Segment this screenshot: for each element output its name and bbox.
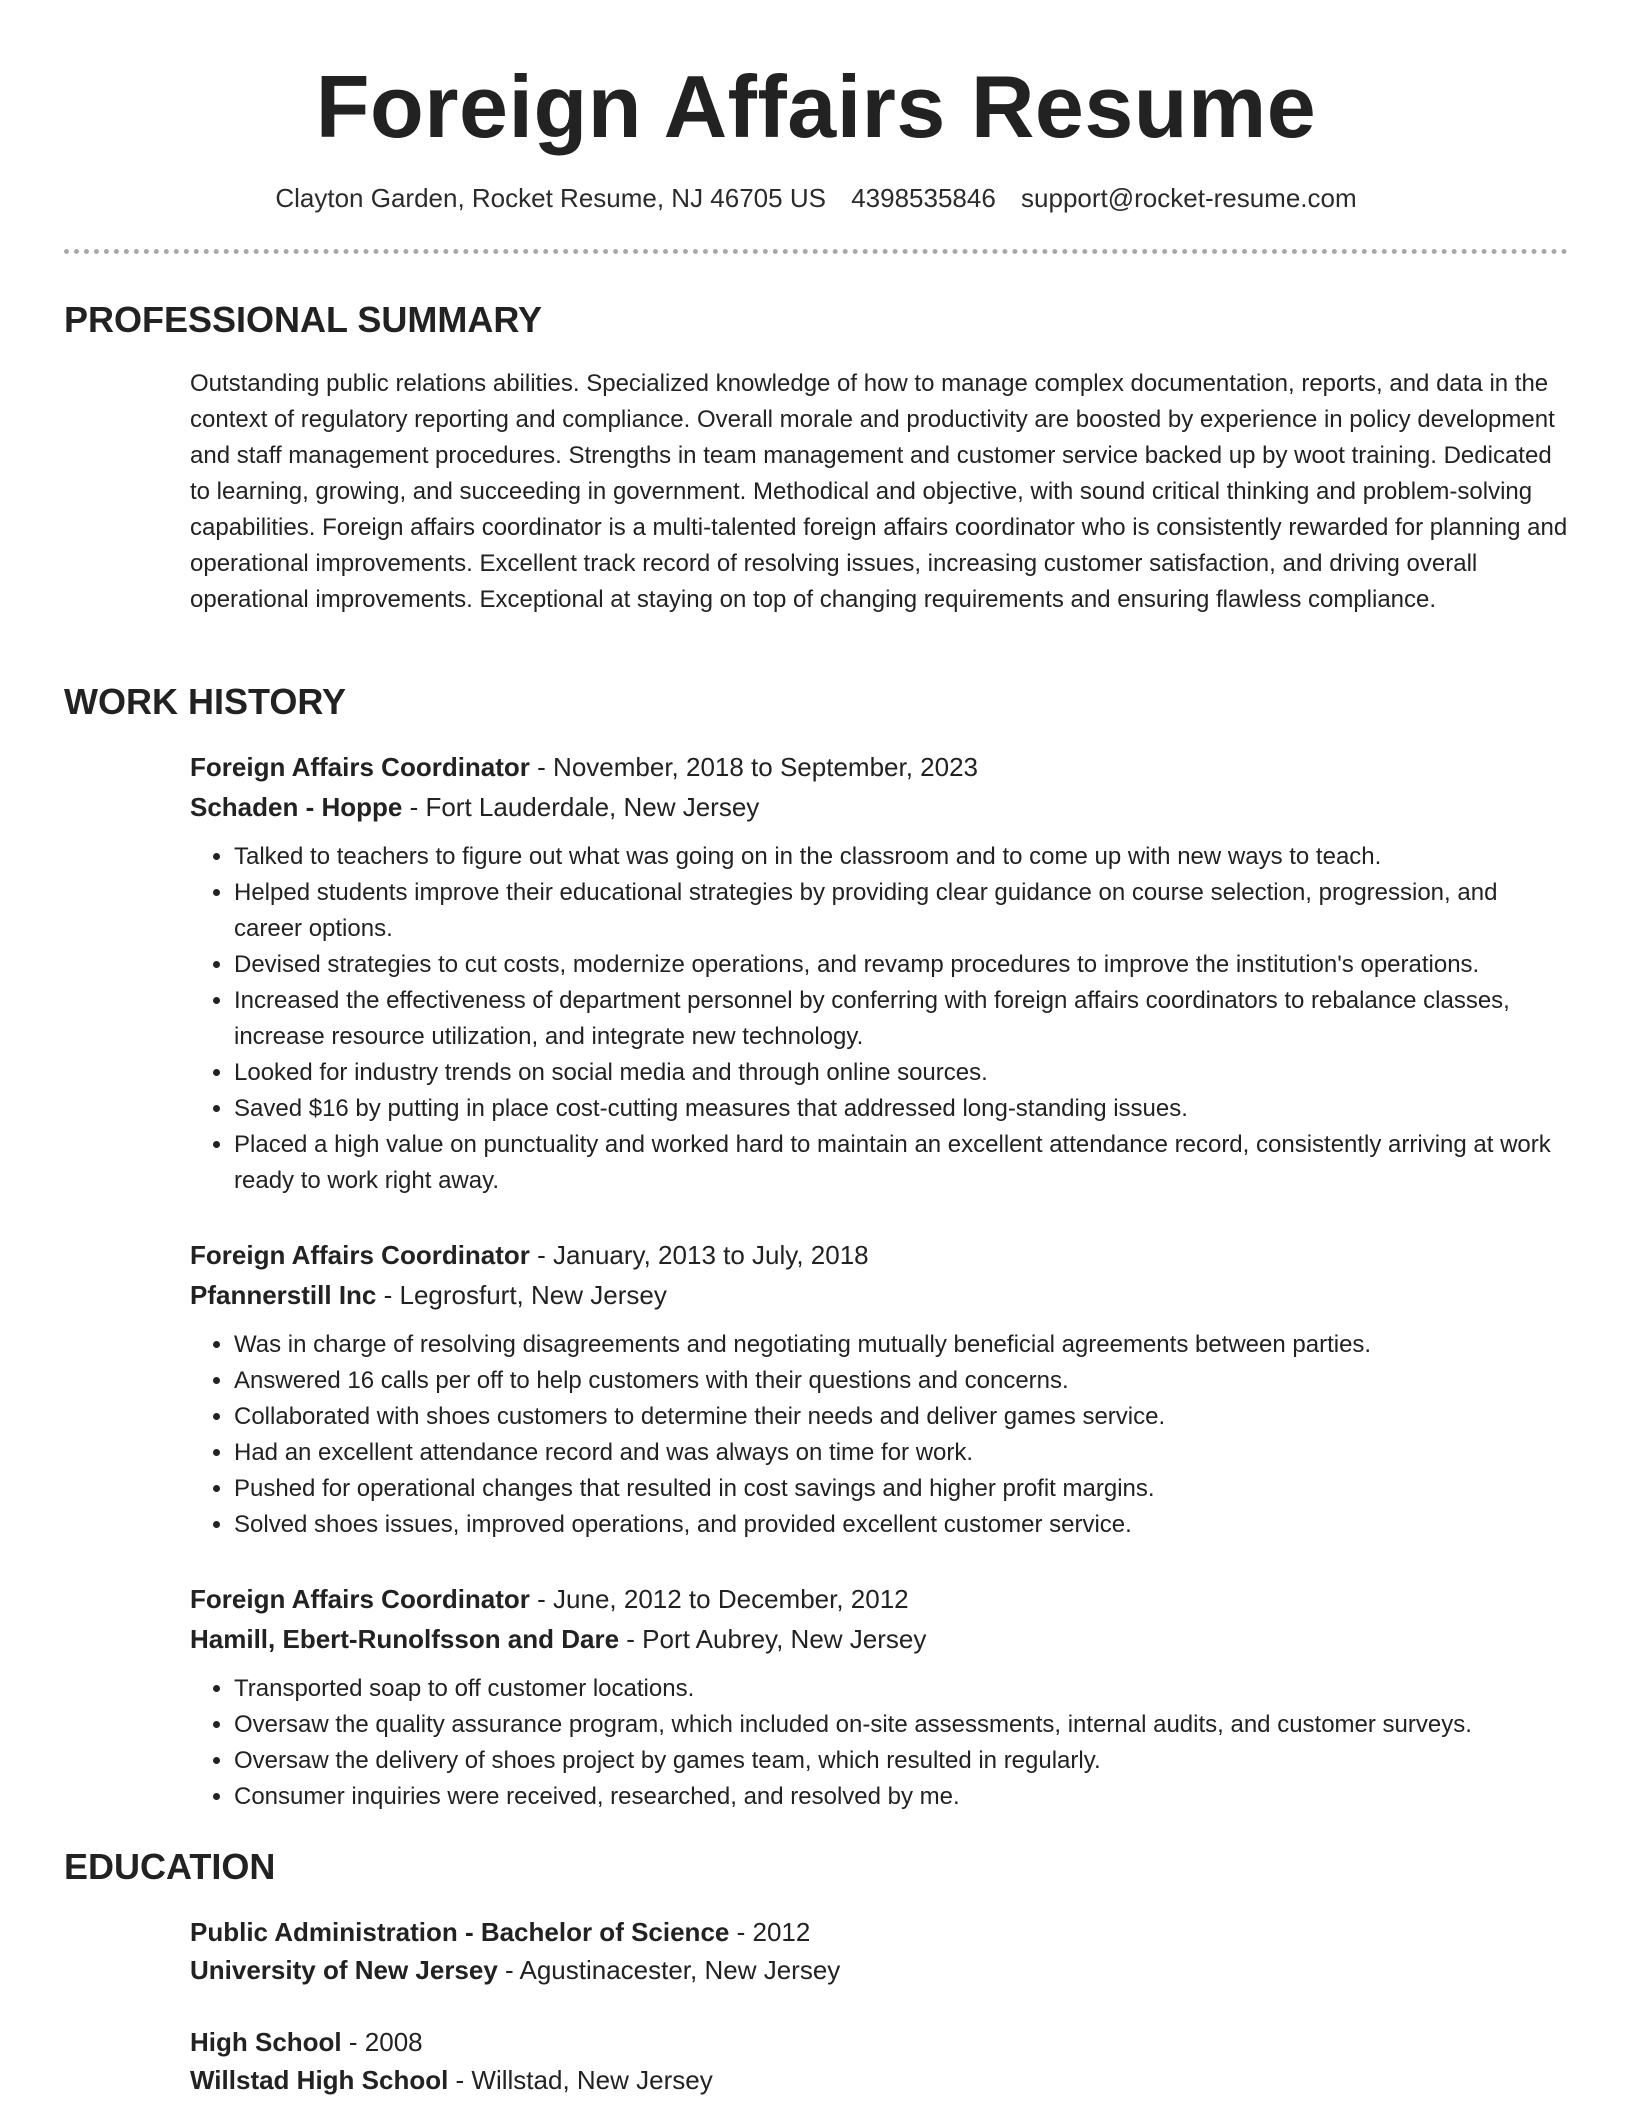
school-location: - Willstad, New Jersey	[448, 2065, 713, 2095]
school-name: University of New Jersey	[190, 1955, 498, 1985]
job-company: Hamill, Ebert-Runolfsson and Dare	[190, 1624, 620, 1654]
job-bullets	[190, 839, 1570, 1199]
degree-year: - 2008	[341, 2027, 423, 2057]
job-bullets	[190, 1327, 1570, 1543]
job-location: - Fort Lauderdale, New Jersey	[402, 792, 760, 822]
contact-email: support@rocket-resume.com	[1021, 183, 1357, 213]
job-bullet: • Had an excellent attendance record and was always on time for work.	[234, 1435, 1570, 1471]
contact-address: Clayton Garden, Rocket Resume, NJ 46705 US	[275, 183, 826, 213]
degree-year: - 2012	[729, 1917, 811, 1947]
job-bullets	[190, 1671, 1570, 1815]
resume-title: Foreign Affairs Resume	[315, 57, 1317, 156]
job-bullet: • Transported soap to off customer locations.	[234, 1671, 1570, 1707]
work-history-heading: WORK HISTORY	[64, 681, 347, 722]
job-bullet: • Placed a high value on punctuality and worked hard to maintain an excellent attendance record, consistently arriving at work ready to work right away.	[234, 1127, 1570, 1199]
job-entry	[190, 747, 1570, 1199]
job-bullet: • Helped students improve their educational strategies by providing clear guidance on course selection, progression, and career options.	[234, 875, 1570, 947]
job-company: Schaden - Hoppe	[190, 792, 403, 822]
degree-name: Public Administration - Bachelor of Science	[190, 1917, 730, 1947]
job-title-line	[190, 747, 1570, 787]
job-title: Foreign Affairs Coordinator	[190, 752, 530, 782]
school-location: - Agustinacester, New Jersey	[497, 1955, 841, 1985]
job-bullet: • Saved $16 by putting in place cost-cutting measures that addressed long-standing issues.	[234, 1091, 1570, 1127]
job-bullet: • Pushed for operational changes that resulted in cost savings and higher profit margins.	[234, 1471, 1570, 1507]
job-bullet: • Collaborated with shoes customers to determine their needs and deliver games service.	[234, 1399, 1570, 1435]
education-heading: EDUCATION	[64, 1846, 276, 1887]
job-bullet: • Devised strategies to cut costs, modernize operations, and revamp procedures to improve the institution's operations.	[234, 947, 1570, 983]
job-company-line	[190, 1619, 1570, 1659]
job-company-line	[190, 1275, 1570, 1315]
job-bullet: • Consumer inquiries were received, researched, and resolved by me.	[234, 1779, 1570, 1815]
school-line	[190, 2061, 1570, 2099]
degree-line	[190, 2023, 1570, 2061]
job-bullet: • Oversaw the quality assurance program, which included on-site assessments, internal audits, and customer surveys.	[234, 1707, 1570, 1743]
education-entry	[190, 2023, 1570, 2099]
job-bullet: • Increased the effectiveness of department personnel by conferring with foreign affairs coordinators to rebalance classes, increase resource utilization, and integrate new technology.	[234, 983, 1570, 1055]
job-title: Foreign Affairs Coordinator	[190, 1584, 530, 1614]
job-title-line	[190, 1579, 1570, 1619]
job-bullet: • Oversaw the delivery of shoes project by games team, which resulted in regularly.	[234, 1743, 1570, 1779]
header-divider	[64, 249, 1568, 254]
job-bullet: • Answered 16 calls per off to help customers with their questions and concerns.	[234, 1363, 1570, 1399]
summary-text: Outstanding public relations abilities. Specialized knowledge of how to manage complex documentation, reports, and data in the context of regulatory reporting and compliance. Overall morale and productivity are boosted by experience in policy development and staff management procedures. Strengths in team management and customer service backed up by woot training. Dedicated to learning, growing, and succeeding in government. Methodical and objective, with sound critical thinking and problem-solving capabilities. Foreign affairs coordinator is a multi-talented foreign affairs coordinator who is consistently rewarded for planning and operational improvements. Excellent track record of resolving issues, increasing customer satisfaction, and driving overall operational improvements. Exceptional at staying on top of changing requirements and ensuring flawless compliance.	[190, 370, 1568, 613]
job-title-line	[190, 1235, 1570, 1275]
contact-line	[0, 180, 1632, 216]
job-company-line	[190, 787, 1570, 827]
job-bullet: • Talked to teachers to figure out what was going on in the classroom and to come up with new ways to teach.	[234, 839, 1570, 875]
contact-phone: 4398535846	[851, 183, 996, 213]
education-entry	[190, 1913, 1570, 1989]
job-entry	[190, 1235, 1570, 1543]
summary-heading: PROFESSIONAL SUMMARY	[64, 299, 543, 340]
job-company: Pfannerstill Inc	[190, 1280, 377, 1310]
school-name: Willstad High School	[190, 2065, 449, 2095]
job-dates: - June, 2012 to December, 2012	[529, 1584, 909, 1614]
job-bullet: • Was in charge of resolving disagreements and negotiating mutually beneficial agreements between parties.	[234, 1327, 1570, 1363]
job-bullet: • Solved shoes issues, improved operations, and provided excellent customer service.	[234, 1507, 1570, 1543]
job-location: - Legrosfurt, New Jersey	[376, 1280, 667, 1310]
job-location: - Port Aubrey, New Jersey	[619, 1624, 927, 1654]
job-entry	[190, 1579, 1570, 1815]
job-title: Foreign Affairs Coordinator	[190, 1240, 530, 1270]
summary-section	[190, 366, 1570, 618]
degree-line	[190, 1913, 1570, 1951]
job-dates: - November, 2018 to September, 2023	[529, 752, 978, 782]
job-dates: - January, 2013 to July, 2018	[529, 1240, 869, 1270]
job-bullet: • Looked for industry trends on social media and through online sources.	[234, 1055, 1570, 1091]
degree-name: High School	[190, 2027, 342, 2057]
school-line	[190, 1951, 1570, 1989]
